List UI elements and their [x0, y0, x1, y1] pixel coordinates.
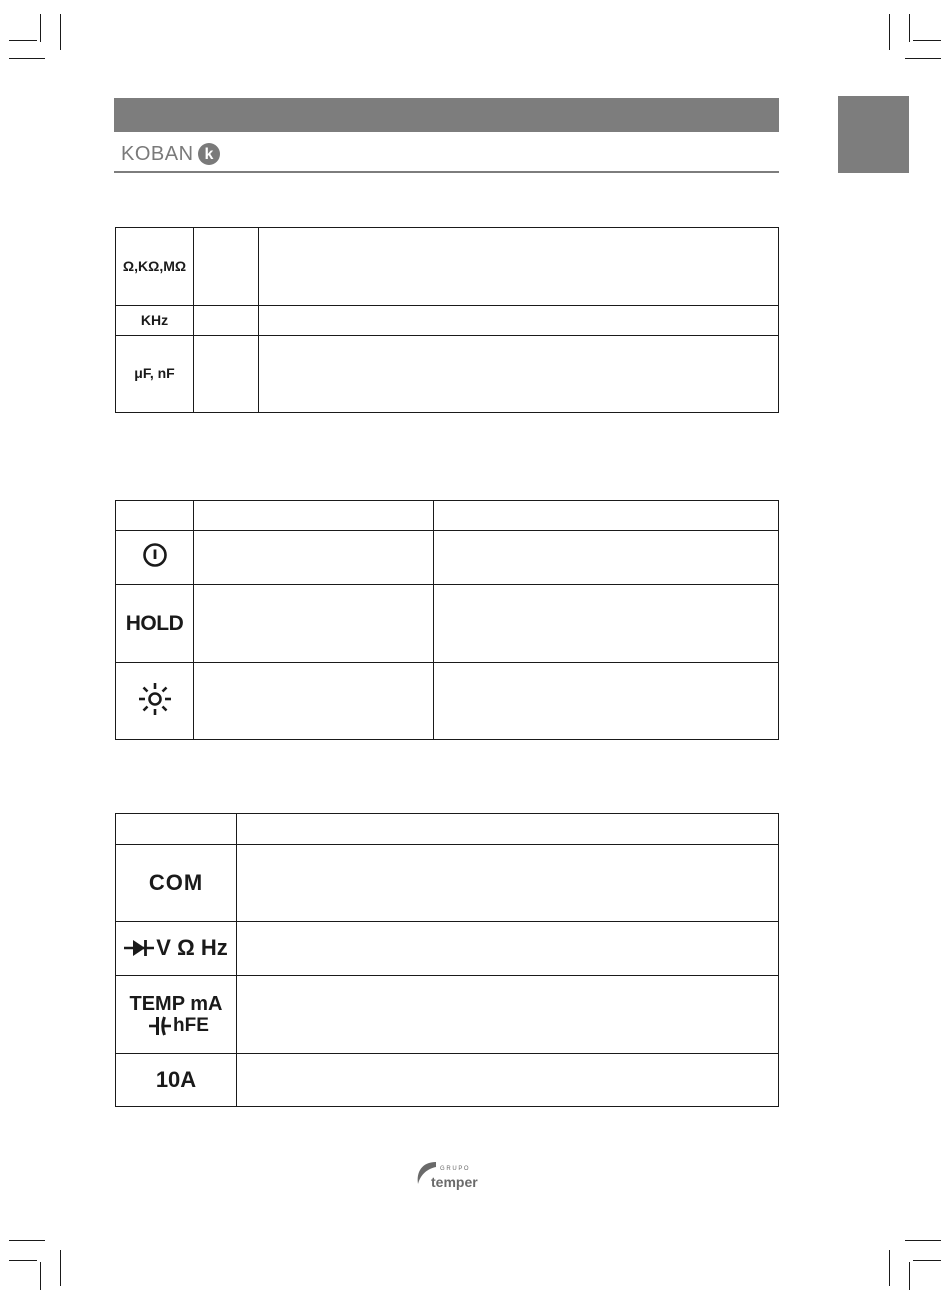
ten-amp-label: 10A: [155, 1067, 197, 1092]
unit-khz-label: KHz: [140, 311, 169, 328]
unit-cell: [116, 336, 194, 413]
brand-logo: [121, 141, 221, 167]
crop-mark: [9, 40, 37, 41]
empty-cell: [237, 1054, 779, 1107]
crop-mark: [909, 1262, 910, 1290]
empty-cell: [237, 976, 779, 1054]
empty-cell: [194, 501, 434, 531]
empty-cell: [194, 336, 259, 413]
table-row: [116, 976, 779, 1054]
empty-cell: [259, 306, 779, 336]
table-row: [116, 922, 779, 976]
table-row: [116, 585, 779, 663]
empty-cell: [194, 531, 434, 585]
crop-mark: [889, 1250, 890, 1286]
empty-cell: [237, 814, 779, 845]
terminal-cap-hfe: [122, 1015, 236, 1037]
terminal-v-ohm-hz: [124, 935, 227, 961]
button-symbol-cell: [116, 585, 194, 663]
unit-cell: [116, 306, 194, 336]
crop-mark: [913, 1260, 941, 1261]
crop-mark: [9, 1260, 37, 1261]
side-tab: [838, 96, 909, 173]
table-header-row: [116, 501, 779, 531]
table-header-row: [116, 814, 779, 845]
brand-k-icon: [197, 142, 221, 166]
empty-cell: [434, 585, 779, 663]
brand-name: KOBAN: [121, 142, 194, 165]
unit-cell: [116, 228, 194, 306]
crop-mark: [9, 58, 45, 59]
empty-cell: [434, 501, 779, 531]
grupo-text: G R U P O: [440, 1166, 469, 1172]
empty-cell: [237, 922, 779, 976]
table-row: [116, 845, 779, 922]
svg-text:k: k: [204, 146, 213, 163]
table-row: [116, 228, 779, 306]
empty-cell: [116, 501, 194, 531]
com-label: COM: [148, 870, 204, 895]
crop-mark: [40, 14, 41, 42]
crop-mark: [9, 1240, 45, 1241]
terminal-symbol-cell: [116, 845, 237, 922]
terminals-table: [115, 813, 779, 1107]
header-rule: [114, 171, 779, 173]
button-symbol-cell: [116, 663, 194, 740]
crop-mark: [905, 58, 941, 59]
capacitor-icon: [149, 1015, 171, 1037]
empty-cell: [434, 531, 779, 585]
unit-ohm-label: Ω,KΩ,MΩ: [122, 257, 187, 274]
temp-ma-label: TEMP mA: [129, 992, 223, 1015]
power-icon: [142, 542, 168, 568]
empty-cell: [237, 845, 779, 922]
units-table: [115, 227, 779, 413]
buttons-table: [115, 500, 779, 740]
diode-icon: [124, 938, 154, 958]
empty-cell: [194, 228, 259, 306]
empty-cell: [116, 814, 237, 845]
crop-mark: [905, 1240, 941, 1241]
table-row: [116, 663, 779, 740]
empty-cell: [259, 336, 779, 413]
terminal-symbol-cell: [116, 976, 237, 1054]
crop-mark: [40, 1262, 41, 1290]
empty-cell: [194, 663, 434, 740]
crop-mark: [889, 14, 890, 50]
hold-label: HOLD: [125, 611, 184, 635]
empty-cell: [259, 228, 779, 306]
empty-cell: [194, 585, 434, 663]
terminal-symbol-cell: [116, 922, 237, 976]
unit-farad-label: μF, nF: [134, 365, 175, 381]
table-row: [116, 531, 779, 585]
temper-text: temper: [431, 1174, 478, 1190]
grupo-temper-logo: [414, 1158, 490, 1194]
table-row: [116, 306, 779, 336]
crop-mark: [60, 1250, 61, 1286]
button-symbol-cell: [116, 531, 194, 585]
header-bar: [114, 98, 779, 132]
table-row: [116, 1054, 779, 1107]
empty-cell: [194, 306, 259, 336]
v-ohm-hz-label: V Ω Hz: [156, 934, 228, 960]
crop-mark: [909, 14, 910, 42]
hfe-label: hFE: [173, 1014, 209, 1036]
crop-mark: [60, 14, 61, 50]
terminal-symbol-cell: [116, 1054, 237, 1107]
empty-cell: [434, 663, 779, 740]
crop-mark: [913, 40, 941, 41]
backlight-icon: [137, 681, 173, 717]
table-row: [116, 336, 779, 413]
